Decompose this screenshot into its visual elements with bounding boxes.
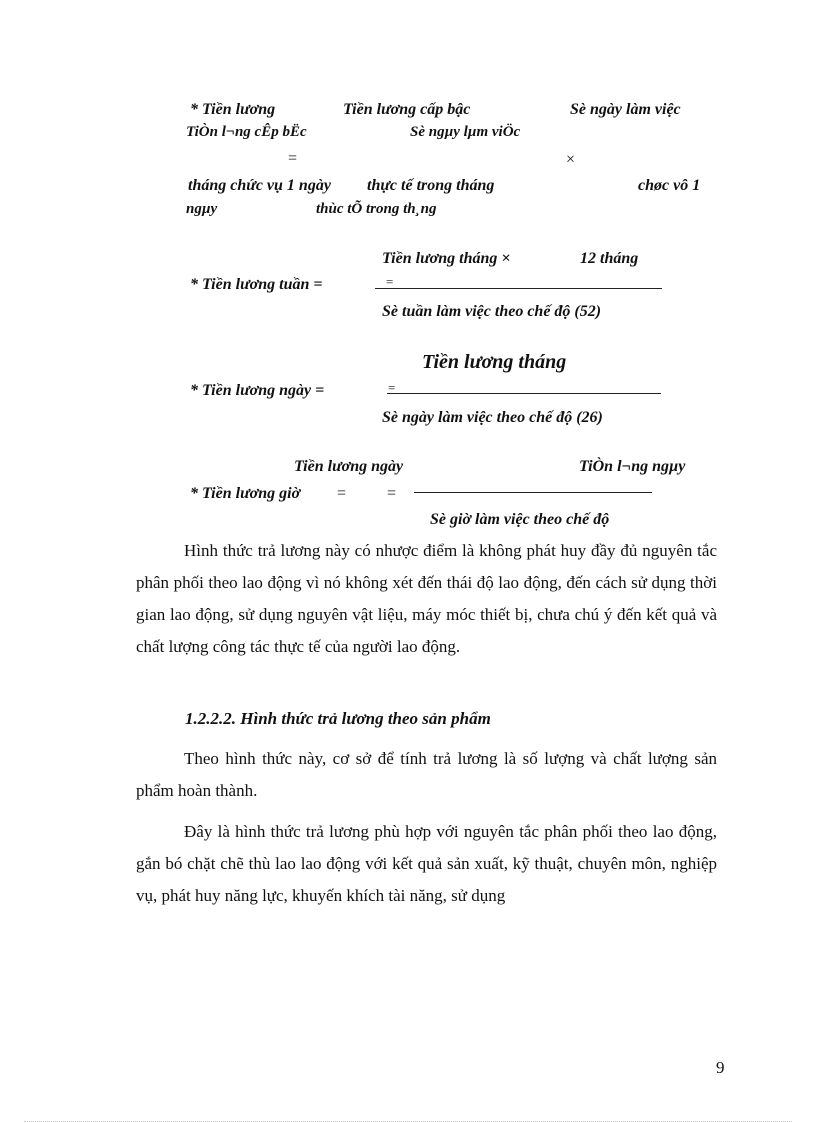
hourly-fraction-bar — [414, 492, 652, 493]
paragraph-principle — [136, 816, 717, 912]
monthly-label: * Tiền lương — [190, 101, 276, 118]
monthly-row3-b: thực tế trong tháng — [367, 177, 495, 194]
daily-numerator: Tiền lương tháng — [422, 351, 567, 373]
monthly-row4-a: ngµy — [186, 201, 218, 217]
weekly-eq-mark: = — [386, 274, 394, 289]
daily-fraction-bar — [387, 393, 661, 394]
weekly-numerator-a: Tiền lương tháng × — [382, 250, 511, 267]
monthly-numerator-top: Tiền lương cấp bậc — [343, 101, 471, 118]
daily-label: * Tiền lương ngày = — [190, 382, 325, 399]
hourly-eq1: = — [337, 485, 347, 502]
paragraph-drawbacks — [136, 535, 717, 663]
weekly-denominator: Sè tuần làm việc theo chế độ (52) — [382, 303, 602, 320]
daily-denominator: Sè ngày làm việc theo chế độ (26) — [382, 409, 603, 426]
hourly-label: * Tiền lương giờ — [190, 485, 301, 502]
hourly-eq2: = — [387, 485, 397, 502]
weekly-fraction-bar — [375, 288, 662, 289]
section-heading: 1.2.2.2. Hình thức trả lương theo sản phẩm — [185, 709, 491, 728]
hourly-numerator: Tiền lương ngày — [294, 458, 404, 475]
monthly-garbled-a: TiÒn l¬ng cÊp bËc — [186, 124, 307, 140]
monthly-row4-b: thùc tÕ trong th¸ng — [316, 201, 437, 217]
hourly-denominator: Sè giờ làm việc theo chế độ — [430, 511, 610, 528]
hourly-garbled: TiÒn l¬ng ngµy — [579, 458, 686, 475]
weekly-label: * Tiền lương tuần = — [190, 276, 323, 293]
page-bottom-border — [24, 1121, 792, 1122]
monthly-garbled-b: Sè ngµy lµm viÖc — [410, 124, 521, 140]
paragraph-basis — [136, 743, 717, 807]
monthly-equals: = — [288, 150, 298, 167]
paragraph-basis-text: Theo hình thức này, cơ sở để tính trả lương là số lượng và chất lượng sản phẩm hoàn thành. — [136, 749, 717, 800]
daily-eq-mark: = — [388, 380, 396, 395]
paragraph-drawbacks-text: Hình thức trả lương này có nhược điểm là không phát huy đầy đủ nguyên tắc phân phối theo lao động vì nó không xét đến thái độ lao động, đến cách sử dụng thời gian lao động, sử dụng nguyên vật liệu, máy móc thiết bị, chưa chú ý đến kết quả và chất lượng công tác thực tế của người lao động. — [136, 541, 717, 656]
weekly-numerator-b: 12 tháng — [580, 250, 639, 267]
monthly-row3-c: chøc vô 1 — [638, 177, 701, 194]
page-number: 9 — [716, 1058, 725, 1077]
monthly-times: × — [566, 151, 576, 168]
monthly-row3-a: tháng chức vụ 1 ngày — [188, 177, 331, 194]
monthly-days-top: Sè ngày làm việc — [570, 101, 681, 118]
paragraph-principle-text: Đây là hình thức trả lương phù hợp với nguyên tắc phân phối theo lao động, gắn bó chặt chẽ thù lao lao động với kết quả sản xuất, kỹ thuật, chuyên môn, nghiệp vụ, phát huy năng lực, khuyến khích tài năng, sử dụng — [136, 822, 717, 905]
